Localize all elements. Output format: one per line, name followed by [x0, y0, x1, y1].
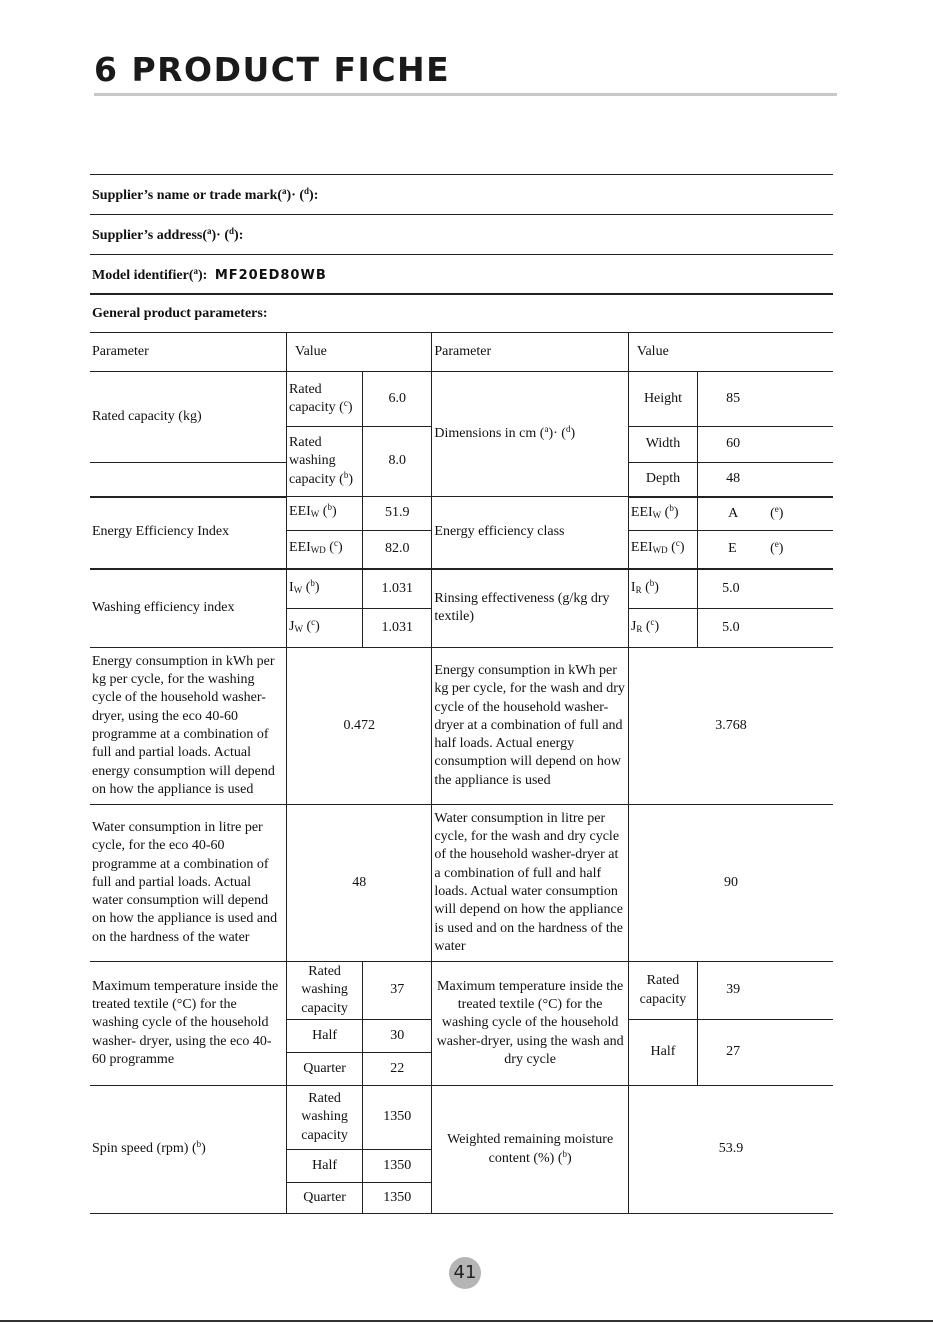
wei-label: Washing efficiency index	[90, 569, 287, 648]
model-identifier: MF20ED80WB	[214, 268, 327, 283]
eei-w-value: 51.9	[363, 497, 432, 531]
eei-w-sub: $EEI_W$ ($^b$)	[287, 497, 363, 531]
table-row	[90, 569, 833, 609]
spin-label: Spin speed (rpm) ($^b$)	[90, 1086, 287, 1214]
jr-sub: $J_R$ ($^c$)	[628, 609, 697, 648]
rated-capacity-label-end	[90, 463, 287, 497]
supplier-address-row: Supplier’s address($^a$)· ($^d$):	[90, 214, 833, 254]
iw-sub: $I_W$ ($^b$)	[287, 569, 363, 609]
temp-dry-half-value: 27	[698, 1020, 833, 1086]
water-dry-label: Water consumption in litre per cycle, for the wash and dry cycle of the household washer-dryer at a combination of full and half loads. Actual water consumption will depend on how the appliance is used and on the hardness of the water	[432, 805, 629, 962]
model-label: Model identifier	[92, 268, 189, 283]
spin-half-value: 1350	[363, 1150, 432, 1183]
table-row	[90, 805, 833, 962]
water-dry-value: 90	[628, 805, 833, 962]
supplier-address-label: Supplier’s address	[92, 228, 203, 243]
water-wash-label: Water consumption in litre per cycle, for the eco 40-60 programme at a combination of full and partial loads. Actual water consumption will depend on how the appliance is used and on the hardness of the water	[90, 805, 287, 962]
water-wash-value: 48	[287, 805, 432, 962]
temp-wash-rated-sub: Rated washing capacity	[287, 962, 363, 1020]
jr-value: 5.0	[698, 609, 833, 648]
temp-dry-label: Maximum temperature inside the treated textile (°C) for the washing cycle of the household washer-dryer, using the wash and dry cycle	[432, 962, 629, 1086]
eec-label: Energy efficiency class	[432, 497, 629, 569]
rinse-label: Rinsing effectiveness (g/kg dry textile)	[432, 569, 629, 648]
model-row: Model identifier($^a$): MF20ED80WB	[90, 254, 833, 293]
header-parameter: Parameter	[90, 333, 287, 372]
header-parameter-2: Parameter	[432, 333, 629, 372]
energy-wash-value: 0.472	[287, 648, 432, 805]
eec-w-value: A	[728, 505, 739, 521]
energy-dry-label: Energy consumption in kWh per kg per cycle, for the wash and dry cycle of the household washer-dryer at a combination of full and half loads. Actual energy consumption will depend on how the appliance is used	[432, 648, 629, 805]
eec-w-cell: A ($^e$)	[698, 497, 833, 531]
eec-w-sub: $EEI_W$ ($^b$)	[628, 497, 697, 531]
temp-wash-label: Maximum temperature inside the treated textile (°C) for the washing cycle of the household washer- dryer, using the eco 40-60 programme	[90, 962, 287, 1086]
product-fiche-table	[90, 332, 833, 1214]
width-label: Width	[628, 427, 697, 463]
temp-wash-half-value: 30	[363, 1020, 432, 1053]
header-value: Value	[287, 333, 432, 372]
table-header-row	[90, 333, 833, 372]
energy-wash-label: Energy consumption in kWh per kg per cycle, for the washing cycle of the household washer-dryer, using the eco 40-60 programme at a combination of full and partial loads. Actual energy consumption will depend on how the appliance is used	[90, 648, 287, 805]
moisture-value: 53.9	[628, 1086, 833, 1214]
jw-value: 1.031	[363, 609, 432, 648]
supplier-name-label: Supplier’s name or trade mark	[92, 188, 278, 203]
eei-label: Energy Efficiency Index	[90, 497, 287, 569]
spin-rated-sub: Rated washing capacity	[287, 1086, 363, 1150]
temp-dry-half-sub: Half	[628, 1020, 697, 1086]
eec-wd-cell: E ($^e$)	[698, 531, 833, 569]
title-underline	[94, 93, 837, 96]
iw-value: 1.031	[363, 569, 432, 609]
depth-label: Depth	[628, 463, 697, 497]
supplier-name-row: Supplier’s name or trade mark($^a$)· ($^d$):	[90, 174, 833, 214]
rated-washing-capacity-sub: Rated washing capacity ($^b$)	[287, 427, 363, 497]
general-params-row	[90, 293, 833, 332]
moisture-label: Weighted remaining moisture content (%) ($^b$)	[432, 1086, 629, 1214]
temp-wash-quarter-sub: Quarter	[287, 1053, 363, 1086]
width-value: 60	[698, 427, 833, 463]
spin-quarter-value: 1350	[363, 1183, 432, 1214]
temp-wash-rated-value: 37	[363, 962, 432, 1020]
page-number: 41	[449, 1257, 481, 1289]
spin-rated-value: 1350	[363, 1086, 432, 1150]
bottom-rule	[0, 1320, 933, 1322]
height-value: 85	[698, 372, 833, 427]
table-row	[90, 1086, 833, 1150]
temp-dry-rated-value: 39	[698, 962, 833, 1020]
ir-value: 5.0	[698, 569, 833, 609]
table-row	[90, 372, 833, 427]
table-row	[90, 497, 833, 531]
table-row	[90, 962, 833, 1020]
depth-value: 48	[698, 463, 833, 497]
rated-capacity-value: 6.0	[363, 372, 432, 427]
spin-quarter-sub: Quarter	[287, 1183, 363, 1214]
temp-wash-quarter-value: 22	[363, 1053, 432, 1086]
temp-wash-half-sub: Half	[287, 1020, 363, 1053]
page-title: 6 PRODUCT FICHE	[94, 50, 451, 89]
eei-wd-sub: $EEI_{WD}$ ($^c$)	[287, 531, 363, 569]
jw-sub: $J_W$ ($^c$)	[287, 609, 363, 648]
eei-wd-value: 82.0	[363, 531, 432, 569]
rated-washing-capacity-value: 8.0	[363, 427, 432, 497]
eec-wd-value: E	[728, 541, 737, 557]
rated-capacity-label: Rated capacity (kg)	[90, 372, 287, 463]
header-value-2: Value	[628, 333, 833, 372]
rated-capacity-sub: Rated capacity ($^c$)	[287, 372, 363, 427]
height-label: Height	[628, 372, 697, 427]
general-params-label: General product parameters:	[92, 306, 268, 321]
ir-sub: $I_R$ ($^b$)	[628, 569, 697, 609]
energy-dry-value: 3.768	[628, 648, 833, 805]
dimensions-label: Dimensions in cm ($^a$)· ($^d$)	[432, 372, 629, 497]
spin-half-sub: Half	[287, 1150, 363, 1183]
temp-dry-rated-sub: Rated capacity	[628, 962, 697, 1020]
table-row	[90, 648, 833, 805]
eec-wd-sub: $EEI_{WD}$ ($^c$)	[628, 531, 697, 569]
